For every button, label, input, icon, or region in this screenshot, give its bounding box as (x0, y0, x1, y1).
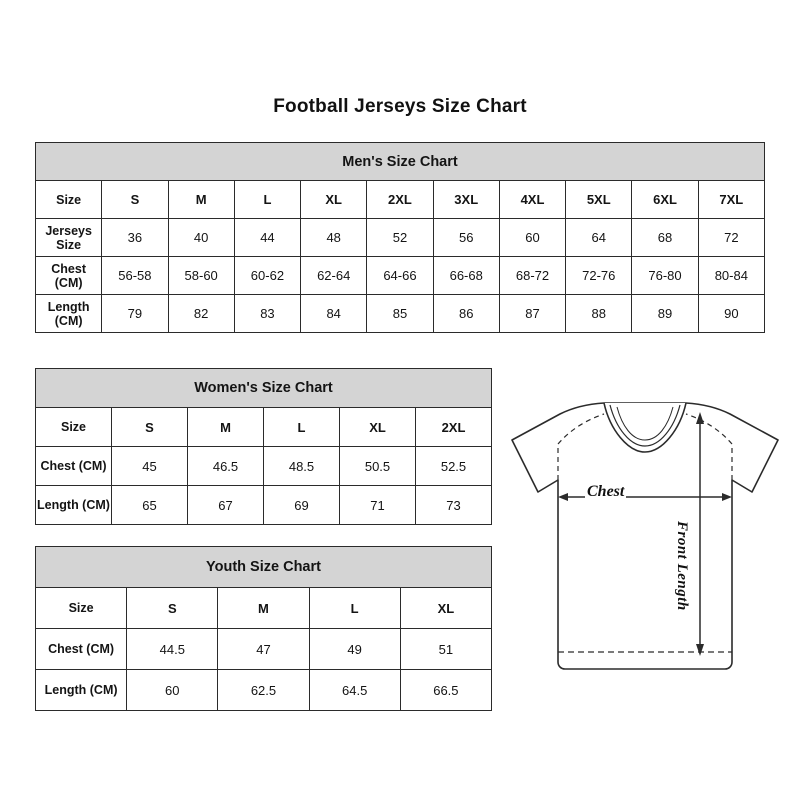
table-cell: 64 (566, 219, 632, 257)
table-cell: 40 (168, 219, 234, 257)
table-cell: 44 (234, 219, 300, 257)
table-cell: 83 (234, 295, 300, 333)
table-cell: 58-60 (168, 257, 234, 295)
table-cell: 2XL (367, 181, 433, 219)
table-cell: 68-72 (499, 257, 565, 295)
table-cell: 45 (112, 447, 188, 486)
table-header-row (36, 547, 492, 588)
row-label: Chest (CM) (36, 257, 102, 295)
table-cell: 68 (632, 219, 698, 257)
table-cell: 4XL (499, 181, 565, 219)
page-title: Football Jerseys Size Chart (273, 96, 527, 117)
mens-table-heading: Men's Size Chart (36, 143, 765, 181)
row-label: Length (CM) (36, 670, 127, 711)
table-cell: 48.5 (264, 447, 340, 486)
row-label: Length (CM) (36, 295, 102, 333)
chest-measure-label: Chest (587, 483, 625, 500)
table-cell: 72-76 (566, 257, 632, 295)
table-row (36, 486, 492, 525)
table-cell: 48 (301, 219, 367, 257)
table-cell: S (112, 408, 188, 447)
table-row (36, 447, 492, 486)
table-row (36, 181, 765, 219)
table-cell: 69 (264, 486, 340, 525)
table-cell: 47 (218, 629, 309, 670)
table-cell: 80-84 (698, 257, 764, 295)
table-cell: XL (340, 408, 416, 447)
table-row (36, 257, 765, 295)
table-cell: 49 (309, 629, 400, 670)
table-cell: 66.5 (400, 670, 491, 711)
table-header-row (36, 143, 765, 181)
table-cell: 87 (499, 295, 565, 333)
table-cell: M (188, 408, 264, 447)
table-cell: 52.5 (416, 447, 492, 486)
womens-size-table (35, 368, 492, 525)
table-cell: 71 (340, 486, 416, 525)
row-label: Size (36, 588, 127, 629)
table-cell: S (102, 181, 168, 219)
table-header-row (36, 369, 492, 408)
table-cell: 85 (367, 295, 433, 333)
table-cell: 60 (127, 670, 218, 711)
table-cell: M (168, 181, 234, 219)
table-cell: 46.5 (188, 447, 264, 486)
row-label: Jerseys Size (36, 219, 102, 257)
youth-table-heading: Youth Size Chart (36, 547, 492, 588)
table-cell: 88 (566, 295, 632, 333)
table-cell: 62.5 (218, 670, 309, 711)
table-cell: XL (301, 181, 367, 219)
table-cell: S (127, 588, 218, 629)
table-cell: 44.5 (127, 629, 218, 670)
table-cell: 76-80 (632, 257, 698, 295)
table-cell: 60 (499, 219, 565, 257)
table-cell: 89 (632, 295, 698, 333)
table-row (36, 629, 492, 670)
table-cell: 72 (698, 219, 764, 257)
table-cell: 67 (188, 486, 264, 525)
table-cell: 86 (433, 295, 499, 333)
table-cell: 5XL (566, 181, 632, 219)
table-cell: XL (400, 588, 491, 629)
table-row (36, 588, 492, 629)
table-cell: L (309, 588, 400, 629)
table-cell: 50.5 (340, 447, 416, 486)
row-label: Size (36, 181, 102, 219)
table-cell: 73 (416, 486, 492, 525)
row-label: Chest (CM) (36, 447, 112, 486)
table-cell: 56 (433, 219, 499, 257)
mens-size-table (35, 142, 765, 333)
table-cell: 62-64 (301, 257, 367, 295)
table-cell: 2XL (416, 408, 492, 447)
table-cell: 90 (698, 295, 764, 333)
front-length-measure-label: Front Length (674, 521, 690, 611)
jersey-diagram (500, 400, 790, 690)
table-cell: 64-66 (367, 257, 433, 295)
table-cell: 65 (112, 486, 188, 525)
table-cell: 7XL (698, 181, 764, 219)
table-cell: 56-58 (102, 257, 168, 295)
table-row (36, 670, 492, 711)
table-cell: 51 (400, 629, 491, 670)
table-row (36, 219, 765, 257)
table-cell: M (218, 588, 309, 629)
table-cell: 36 (102, 219, 168, 257)
table-cell: 6XL (632, 181, 698, 219)
table-cell: 84 (301, 295, 367, 333)
table-cell: 64.5 (309, 670, 400, 711)
womens-table-heading: Women's Size Chart (36, 369, 492, 408)
table-row (36, 295, 765, 333)
table-cell: 3XL (433, 181, 499, 219)
table-cell: 79 (102, 295, 168, 333)
table-cell: 52 (367, 219, 433, 257)
row-label: Chest (CM) (36, 629, 127, 670)
youth-size-table (35, 546, 492, 711)
row-label: Size (36, 408, 112, 447)
table-row (36, 408, 492, 447)
table-cell: 82 (168, 295, 234, 333)
row-label: Length (CM) (36, 486, 112, 525)
table-cell: L (234, 181, 300, 219)
table-cell: 60-62 (234, 257, 300, 295)
table-cell: L (264, 408, 340, 447)
table-cell: 66-68 (433, 257, 499, 295)
